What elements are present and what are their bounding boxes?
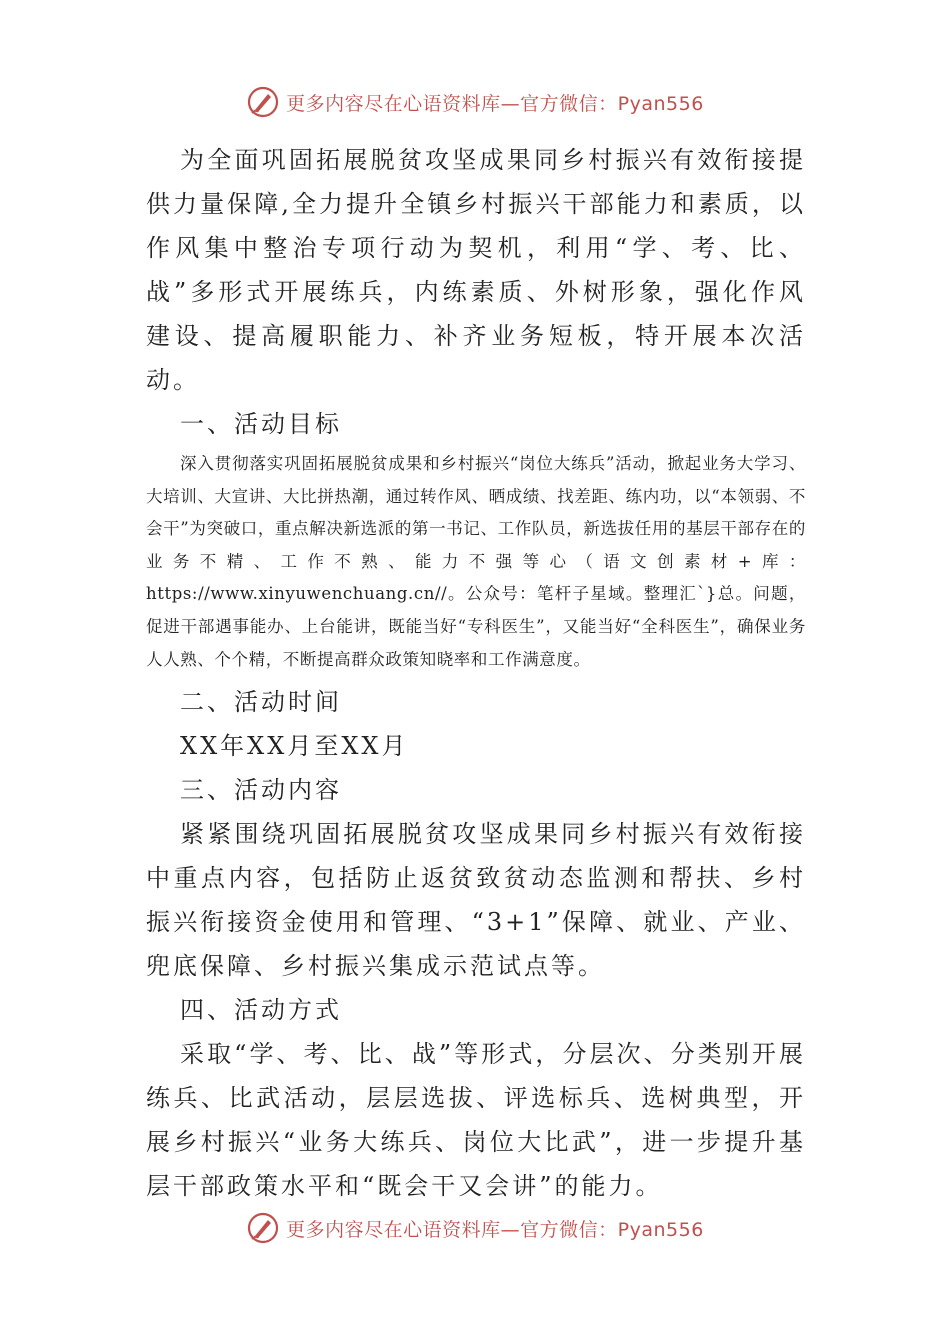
section-body-method: 采取“学、考、比、战”等形式，分层次、分类别开展练兵、比武活动，层层选拔、评选标兵、选树典型，开展乡村振兴“业务大练兵、岗位大比武”，进一步提升基层干部政策水平和“既会干又会讲”的能力。 <box>146 1040 806 1201</box>
banner-text: 更多内容尽在心语资料库—官方微信：Pyan556 <box>286 1218 704 1241</box>
document-body <box>146 138 806 1208</box>
footer-banner <box>0 1208 950 1248</box>
quill-logo-icon <box>246 1211 280 1245</box>
section-heading-content: 三、活动内容 <box>180 776 342 805</box>
banner-text: 更多内容尽在心语资料库—官方微信：Pyan556 <box>286 92 704 115</box>
section-heading-goal: 一、活动目标 <box>180 410 342 438</box>
section-body-content: 紧紧围绕巩固拓展脱贫攻坚成果同乡村振兴有效衔接中重点内容，包括防止返贫致贫动态监测和帮扶、乡村振兴衔接资金使用和管理、“3+1”保障、就业、产业、兜底保障、乡村振兴集成示范试点等。 <box>146 820 806 981</box>
section-body-time: XX年XX月至XX月 <box>180 732 409 761</box>
section-heading-method: 四、活动方式 <box>180 996 342 1025</box>
section-body-goal: 深入贯彻落实巩固拓展脱贫成果和乡村振兴“岗位大练兵”活动，掀起业务大学习、大培训、大宣讲、大比拼热潮，通过转作风、晒成绩、找差距、练内功，以“本领弱、不会干”为突破口，重点解决新选派的第一书记、工作队员，新选拔任用的基层干部存在的业务不精、工作不熟、能力不强等心（语文创素材+库：https://www.xinyuwenchuang.cn//。公众号：笔杆子星域。整理汇`}总。问题，促进干部遇事能办、上台能讲，既能当好“专科医生”，又能当好“全科医生”，确保业务人人熟、个个精，不断提高群众政策知晓率和工作满意度。 <box>146 454 806 669</box>
quill-logo-icon <box>246 85 280 119</box>
header-banner <box>0 82 950 122</box>
intro-paragraph: 为全面巩固拓展脱贫攻坚成果同乡村振兴有效衔接提供力量保障,全力提升全镇乡村振兴干部能力和素质，以作风集中整治专项行动为契机，利用“学、考、比、战”多形式开展练兵，内练素质、外树形象，强化作风建设、提高履职能力、补齐业务短板，特开展本次活动。 <box>146 146 806 394</box>
section-heading-time: 二、活动时间 <box>180 688 342 717</box>
